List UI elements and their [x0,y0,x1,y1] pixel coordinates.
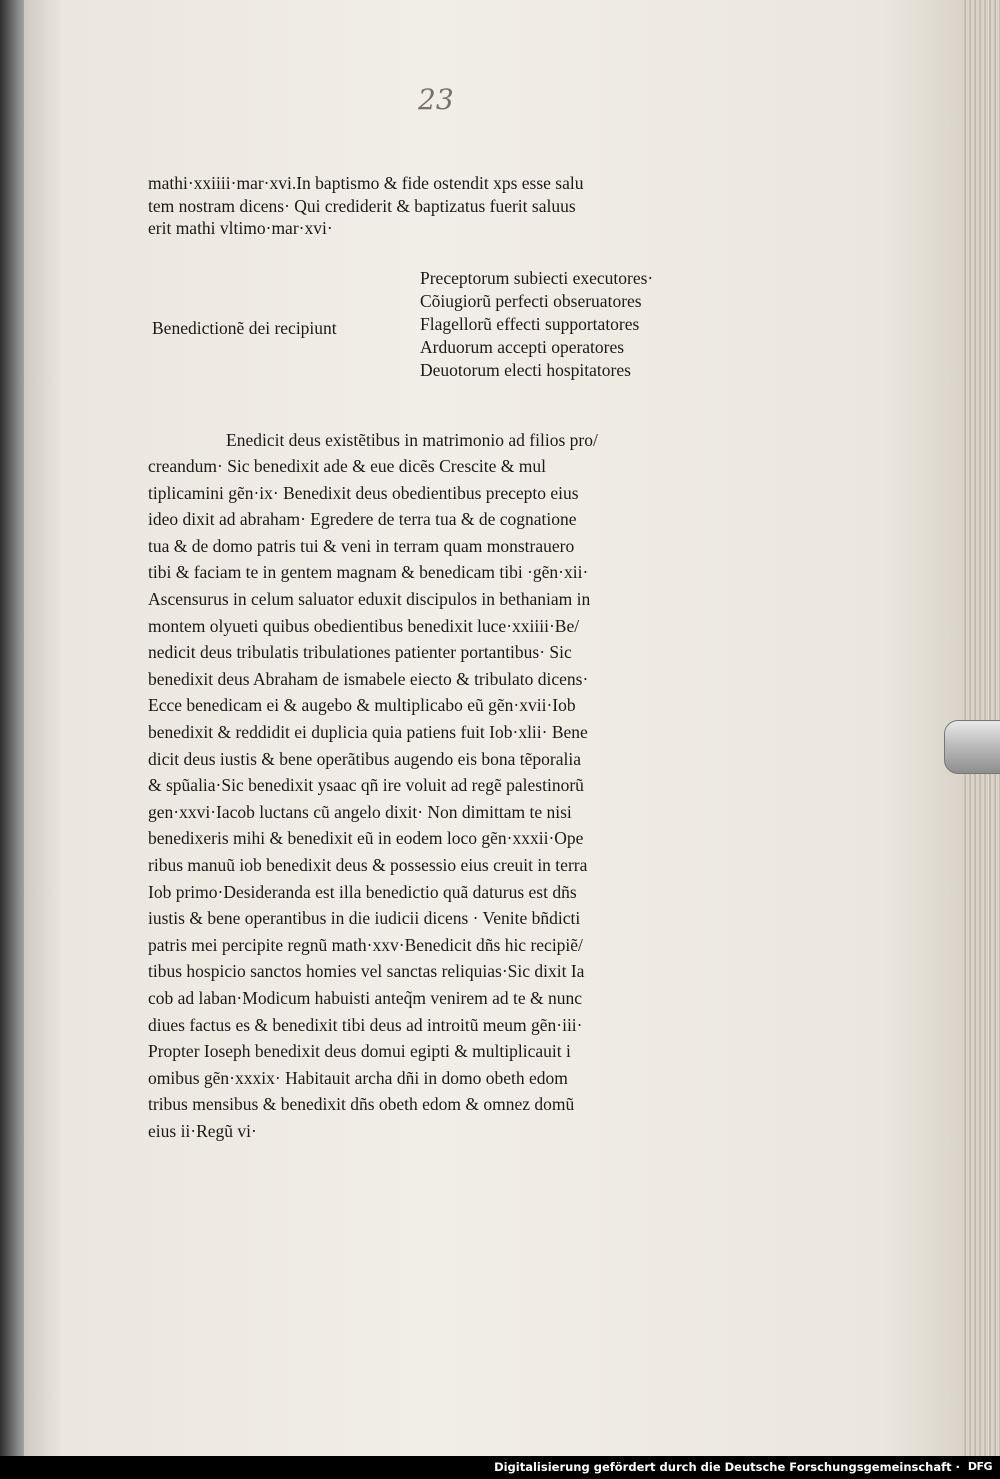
footer-bar [0,1456,1000,1479]
body-line: omibus gẽn·xxxix· Habitauit archa dñi in domo obeth edom [148,1067,568,1088]
body-line: creandum· Sic benedixit ade & eue dicẽs Crescite & mul [148,456,546,477]
folio-number: 23 [418,83,454,116]
body-line: eius ii·Regũ vi· [148,1120,257,1141]
body-line: ideo dixit ad abraham· Egredere de terra tua & de cognatione [148,509,577,530]
body-line: tiplicamini gẽn·ix· Benedixit deus obedientibus precepto eius [148,482,579,503]
body-line: dicit deus iustis & bene operãtibus augendo eis bona tẽporalia [148,748,582,769]
intro-line: erit mathi vltimo·mar·xvi· [148,218,333,238]
body-line: Ascensurus in celum saluator eduxit discipulos in bethaniam in [148,589,591,610]
body-line: cob ad laban·Modicum habuisti anteq̃m venirem ad te & nunc [148,987,582,1008]
dfg-logo-icon: DFG [967,1460,992,1473]
bracket-section [148,265,738,405]
body-line: gen·xxvi·Iacob luctans cũ angelo dixit· Non dimittam te nisi [148,801,572,822]
body-line: tibi & faciam te in gentem magnam & benedicam tibi ·gẽn·xii· [148,562,589,583]
body-line: iustis & bene operantibus in die iudicii dicens · Venite bñdicti [148,908,581,929]
body-line: nedicit deus tribulatis tribulationes patienter portantibus· Sic [148,642,572,663]
bracket-item: Deuotorum electi hospitatores [420,359,631,380]
body-line: montem olyueti quibus obedientibus benedixit luce·xxiiii·Be/ [148,615,580,636]
body-line: tribus mensibus & benedixit dñs obeth edom & omnez domũ [148,1094,575,1115]
intro-line: mathi·xxiiii·mar·xvi.In baptismo & fide ostendit xps esse salu [148,173,584,193]
text-block [148,172,738,1145]
bracket-label: Benedictionẽ dei recipiunt [152,317,337,338]
footer-credit: Digitalisierung gefördert durch die Deutsche Forschungsgemeinschaft · [494,1460,960,1474]
body-text [148,427,738,1145]
body-line: benedixit deus Abraham de ismabele eiecto & tribulato dicens· [148,668,589,689]
body-line: Ecce benedicam ei & augebo & multiplicabo eũ gẽn·xvii·Iob [148,695,576,716]
bracket-item: Arduorum accepti operatores [420,336,625,357]
body-line: ribus manuũ iob benedixit deus & possessio eius creuit in terra [148,855,588,875]
body-line: & spũalia·Sic benedixit ysaac qñ ire voluit ad regẽ palestinorũ [148,775,584,796]
body-line: tua & de domo patris tui & veni in terram quam monstrauero [148,535,575,556]
body-line: patris mei percipite regnũ math·xxv·Benedicit dñs hic recipiẽ/ [148,934,583,955]
page-clip [944,720,1000,774]
body-line: tibus hospicio sanctos homies vel sanctas reliquias·Sic dixit Ia [148,961,585,982]
body-line: benedixit & reddidit ei duplicia quia patiens fuit Iob·xlii· Bene [148,722,588,743]
body-line: benedixeris mihi & benedixit eũ in eodem loco gẽn·xxxii·Ope [148,828,584,849]
bracket-item: Preceptorum subiecti executores· [420,267,654,288]
intro-line: tem nostram dicens· Qui crediderit & baptizatus fuerit saluus [148,195,576,216]
body-line: Propter Ioseph benedixit deus domui egipti & multiplicauit i [148,1041,571,1062]
bracket-item: Flagellorũ effecti supportatores [420,313,640,334]
body-line: Enedicit deus existẽtibus in matrimonio ad filios pro/ [226,429,598,450]
bracket-item: Cõiugiorũ perfecti obseruatores [420,290,642,311]
bracket-list [420,267,653,382]
body-line: Iob primo·Desideranda est illa benedictio quã daturus est dñs [148,881,577,902]
body-line: diues factus es & benedixit tibi deus ad introitũ meum gẽn·iii· [148,1014,583,1035]
